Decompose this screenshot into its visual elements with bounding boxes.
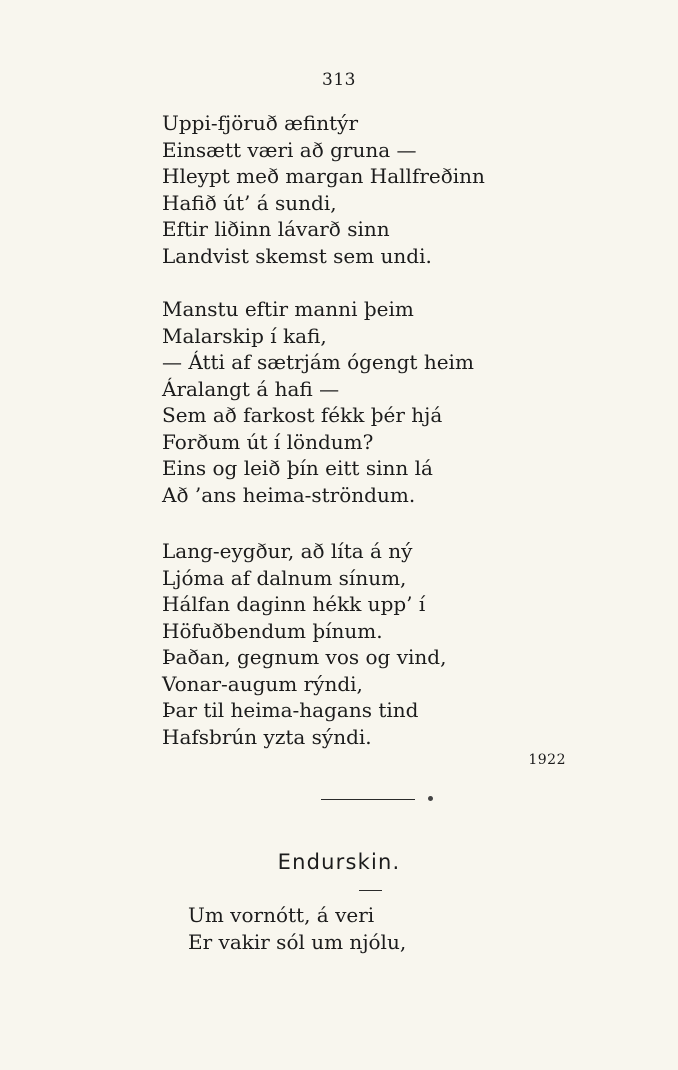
poem-line: Hálfan daginn hékk upp’ í (162, 592, 426, 616)
poem-line: Manstu eftir manni þeim (162, 297, 414, 321)
poem-line: Hleypt með margan Hallfreðinn (162, 164, 485, 188)
poem-line: Eins og leið þín eitt sinn lá (162, 456, 433, 480)
poem-line: Landvist skemst sem undi. (162, 243, 432, 268)
poem-line: Forðum út í löndum? (162, 429, 374, 454)
poem-line: Þar til heima-hagans tind (162, 698, 419, 722)
poem-line: Ljóma af dalnum sínum, (162, 565, 407, 590)
poem-line: Vonar-augum rýndi, (162, 671, 363, 696)
poem-line: Uppi-fjöruð æfintýr (162, 111, 359, 135)
poem-line: Áralangt á hafi — (162, 376, 340, 401)
poem-line: — Átti af sætrjám ógengt heim (162, 350, 474, 374)
poem-title: Endurskin. (277, 850, 401, 874)
poem-line: Sem að farkost fékk þér hjá (162, 403, 443, 427)
poem-line: Höfuðbendum þínum. (162, 618, 383, 643)
poem-line: Hafið út’ á sundi, (162, 190, 337, 215)
stanza-2 (162, 296, 474, 508)
stanza-1 (162, 110, 485, 269)
stanza-next-poem (188, 902, 406, 955)
poem-year: 1922 (528, 752, 566, 768)
poem-line: Eftir liðinn lávarð sinn (162, 217, 390, 241)
section-divider (321, 799, 415, 800)
poem-line: Að ’ans heima-ströndum. (162, 482, 416, 507)
page-number: 313 (322, 70, 356, 90)
poem-line: Einsætt væri að gruna — (162, 137, 417, 162)
poem-line: Um vornótt, á veri (188, 903, 375, 927)
poem-line: Er vakir sól um njólu, (188, 929, 407, 954)
stanza-3 (162, 538, 446, 750)
divider-dot (428, 796, 433, 801)
poem-line: Þaðan, gegnum vos og vind, (162, 645, 447, 669)
poem-line: Hafsbrún yzta sýndi. (162, 724, 372, 749)
poem-line: Malarskip í kafi, (162, 323, 327, 348)
title-underline (359, 890, 382, 891)
poem-line: Lang-eygður, að líta á ný (162, 539, 413, 563)
